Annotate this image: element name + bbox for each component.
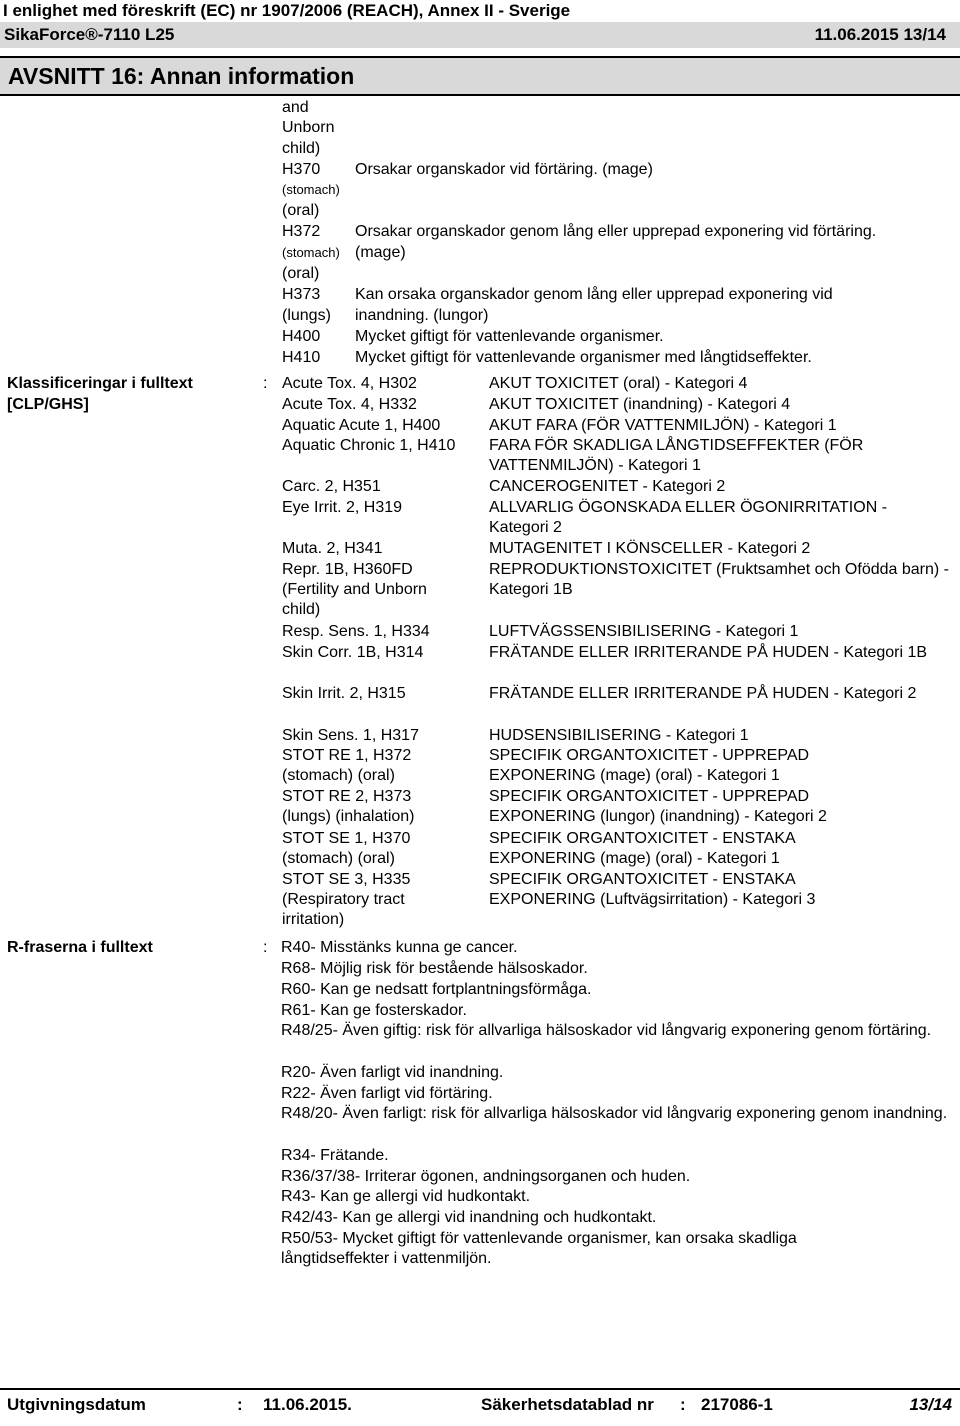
class-code: STOT RE 2, H373 (lungs) (inhalation) [282,788,415,825]
h-code: and [282,99,309,116]
r-phrase: R60- Kan ge nedsatt fortplantningsförmåga. [281,981,592,998]
classification-label: Klassificeringar i fulltext [7,375,193,392]
class-code: Skin Irrit. 2, H315 [282,685,406,702]
class-desc: ALLVARLIG ÖGONSKADA ELLER ÖGONIRRITATION - Kategori 2 [489,499,888,536]
sds-number: 217086-1 [701,1395,773,1414]
class-code: Acute Tox. 4, H302 [282,375,417,392]
h-code: child) [282,140,321,157]
h-code: Unborn [282,119,335,136]
class-code: Acute Tox. 4, H332 [282,396,417,413]
h-code: H400 [282,328,321,345]
regulation-header: I enlighet med föreskrift (EC) nr 1907/2006 (REACH), Annex II - Sverige [3,1,571,20]
r-phrase: R22- Även farligt vid förtäring. [281,1085,493,1102]
class-desc: AKUT TOXICITET (oral) - Kategori 4 [489,375,748,392]
classification-label-sub: [CLP/GHS] [7,396,89,413]
h-code: (oral) [282,265,320,282]
header-date-page: 11.06.2015 13/14 [814,25,946,44]
r-phrase: R50/53- Mycket giftigt för vattenlevande organismer, kan orsaka skadliga långtidseffekter i vattenmiljön. [281,1230,797,1267]
r-phrase: R61- Kan ge fosterskador. [281,1002,467,1019]
h-code: H372 [282,223,321,240]
class-code: Aquatic Chronic 1, H410 [282,437,456,454]
h-code: H410 [282,349,321,366]
h-code: (stomach) [282,182,340,197]
r-phrase: R42/43- Kan ge allergi vid inandning och hudkontakt. [281,1209,657,1226]
class-desc: AKUT FARA (FÖR VATTENMILJÖN) - Kategori 1 [489,417,837,434]
h-text: Mycket giftigt för vattenlevande organismer med långtidseffekter. [355,349,812,366]
sds-number-colon: : [680,1395,686,1414]
class-desc: SPECIFIK ORGANTOXICITET - ENSTAKA EXPONERING (mage) (oral) - Kategori 1 [489,830,795,867]
class-desc: FRÄTANDE ELLER IRRITERANDE PÅ HUDEN - Kategori 2 [489,685,917,702]
h-text: Orsakar organskador genom lång eller upprepad exponering vid förtäring. [355,223,877,240]
issue-date-label: Utgivningsdatum [7,1395,146,1414]
h-code: (lungs) [282,307,331,324]
class-code: STOT SE 3, H335 (Respiratory tract irritation) [282,871,411,928]
class-code: Muta. 2, H341 [282,540,383,557]
class-desc: LUFTVÄGSSENSIBILISERING - Kategori 1 [489,623,799,640]
h-code: (oral) [282,202,320,219]
class-desc: FARA FÖR SKADLIGA LÅNGTIDSEFFEKTER (FÖR VATTENMILJÖN) - Kategori 1 [489,437,864,474]
r-phrases-colon: : [263,939,268,956]
r-phrase: R36/37/38- Irriterar ögonen, andningsorganen och huden. [281,1168,691,1185]
issue-date: 11.06.2015. [263,1395,352,1414]
class-desc: FRÄTANDE ELLER IRRITERANDE PÅ HUDEN - Kategori 1B [489,644,928,661]
class-code: Skin Sens. 1, H317 [282,727,419,744]
h-text: Kan orsaka organskador genom lång eller upprepad exponering vid [355,286,833,303]
r-phrase: R48/25- Även giftig: risk för allvarliga hälsoskador vid långvarig exponering genom förtäring. [281,1022,932,1039]
h-code: H373 [282,286,321,303]
r-phrases-label: R-fraserna i fulltext [7,939,153,956]
class-desc: CANCEROGENITET - Kategori 2 [489,478,726,495]
class-code: Resp. Sens. 1, H334 [282,623,430,640]
h-text: inandning. (lungor) [355,307,489,324]
h-code: (stomach) [282,245,340,260]
class-desc: SPECIFIK ORGANTOXICITET - ENSTAKA EXPONERING (Luftvägsirritation) - Kategori 3 [489,871,816,908]
sds-number-label: Säkerhetsdatablad nr [481,1395,654,1414]
section-title: AVSNITT 16: Annan information [0,56,960,96]
class-code: Skin Corr. 1B, H314 [282,644,424,661]
class-desc: SPECIFIK ORGANTOXICITET - UPPREPAD EXPONERING (mage) (oral) - Kategori 1 [489,747,810,784]
footer-page-number: 13/14 [909,1395,952,1414]
r-phrase: R34- Frätande. [281,1147,389,1164]
r-phrase: R68- Möjlig risk för bestående hälsoskador. [281,960,588,977]
issue-date-colon: : [237,1395,243,1414]
r-phrase: R48/20- Även farligt: risk för allvarliga hälsoskador vid långvarig exponering genom inandning. [281,1105,948,1122]
h-code: H370 [282,161,321,178]
class-code: STOT SE 1, H370 (stomach) (oral) [282,830,411,867]
h-text: Orsakar organskador vid förtäring. (mage) [355,161,653,178]
class-code: Aquatic Acute 1, H400 [282,417,441,434]
r-phrase: R43- Kan ge allergi vid hudkontakt. [281,1188,531,1205]
h-text: Mycket giftigt för vattenlevande organismer. [355,328,664,345]
class-desc: SPECIFIK ORGANTOXICITET - UPPREPAD EXPONERING (lungor) (inandning) - Kategori 2 [489,788,827,825]
class-desc: HUDSENSIBILISERING - Kategori 1 [489,727,749,744]
class-code: Repr. 1B, H360FD (Fertility and Unborn child) [282,561,427,618]
class-desc: AKUT TOXICITET (inandning) - Kategori 4 [489,396,791,413]
class-code: Carc. 2, H351 [282,478,381,495]
h-text: (mage) [355,244,406,261]
class-desc: MUTAGENITET I KÖNSCELLER - Kategori 2 [489,540,811,557]
class-code: Eye Irrit. 2, H319 [282,499,403,516]
r-phrase: R40- Misstänks kunna ge cancer. [281,939,518,956]
page-footer [0,1388,960,1420]
r-phrase: R20- Även farligt vid inandning. [281,1064,504,1081]
classification-colon: : [263,375,268,392]
product-header-bar [0,22,960,48]
class-code: STOT RE 1, H372 (stomach) (oral) [282,747,412,784]
class-desc: REPRODUKTIONSTOXICITET (Fruktsamhet och Ofödda barn) - Kategori 1B [489,561,949,598]
product-name: SikaForce®-7110 L25 [4,25,175,44]
